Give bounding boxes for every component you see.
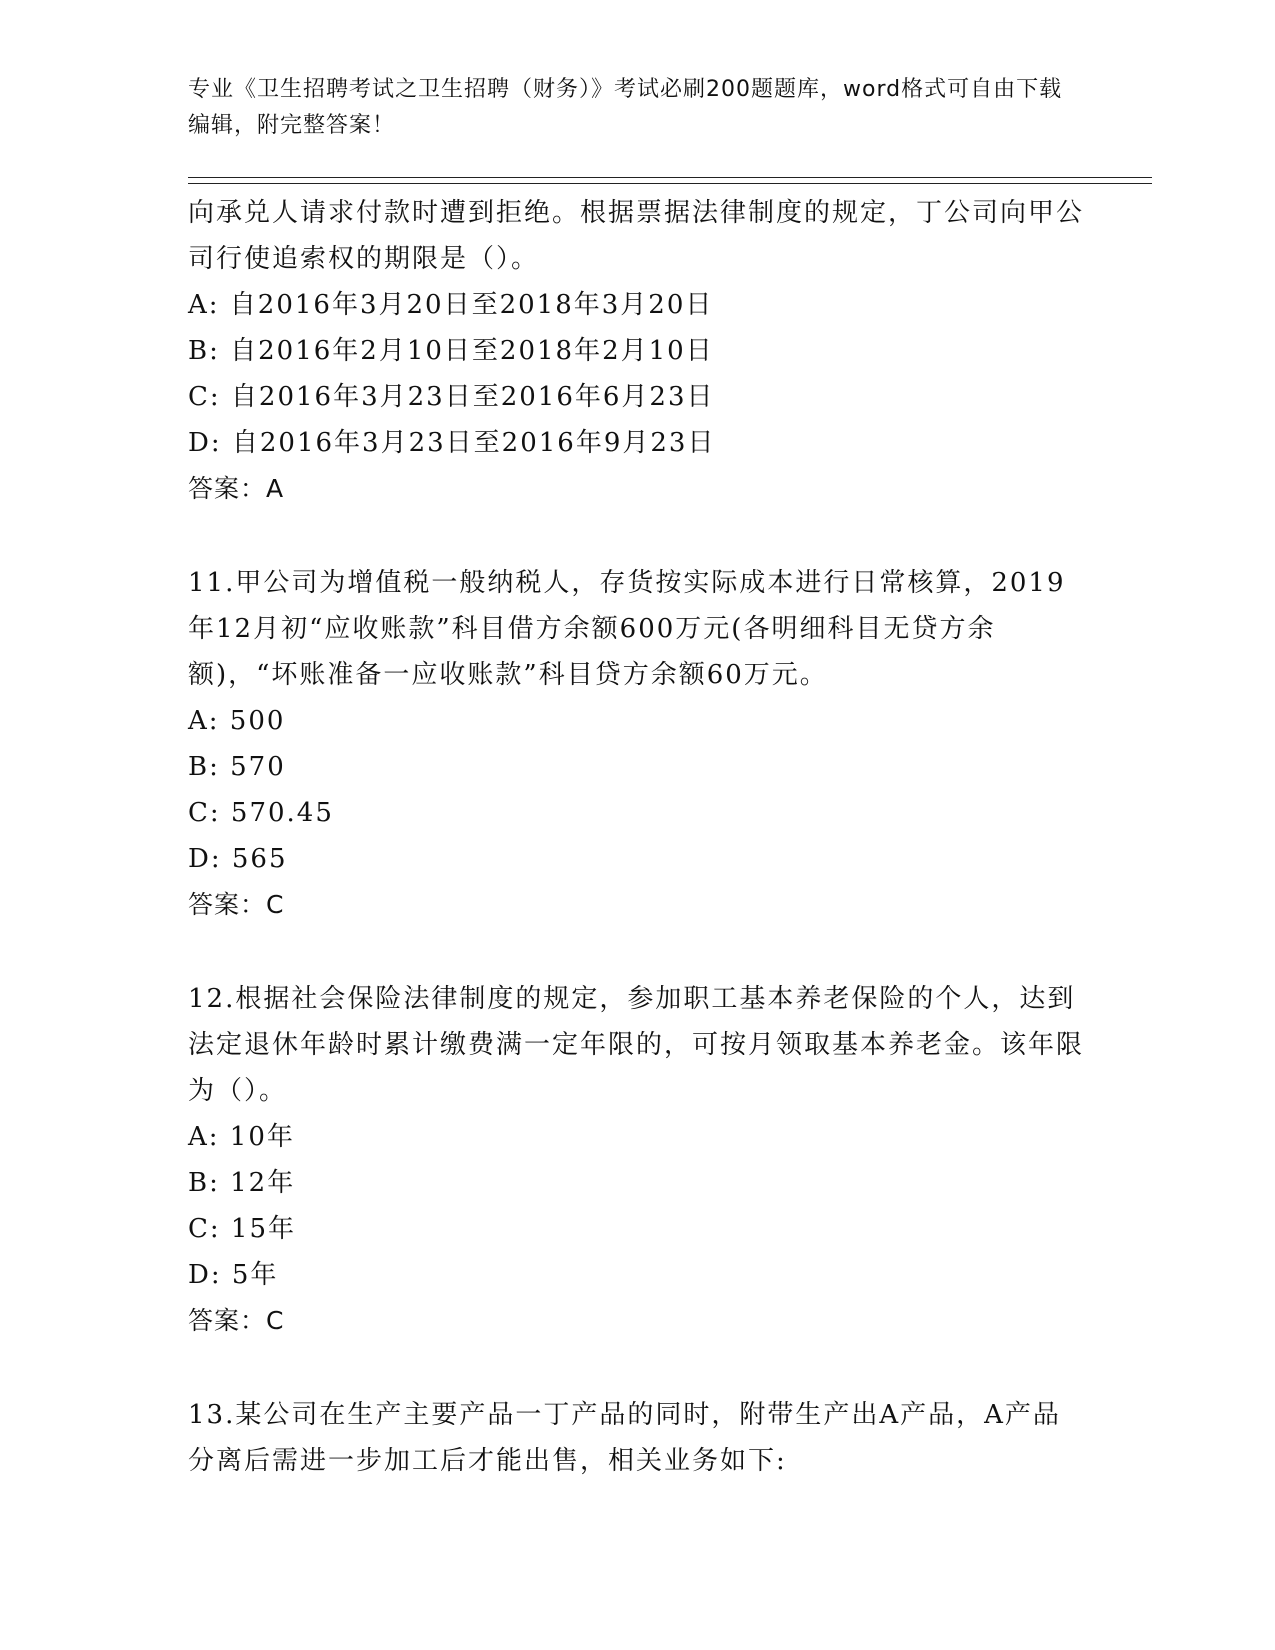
option-c: C: 自2016年3月23日至2016年6月23日	[188, 382, 715, 412]
option-a: A: 自2016年3月20日至2018年3月20日	[188, 290, 714, 320]
option-d: D: 5年	[188, 1260, 279, 1290]
option-b: B: 自2016年2月10日至2018年2月10日	[188, 336, 714, 366]
option-d: D: 自2016年3月23日至2016年9月23日	[188, 428, 716, 458]
question-block	[188, 976, 1088, 1344]
header-rule-bottom	[188, 183, 1152, 184]
option-b: B: 570	[188, 752, 286, 782]
option-c: C: 570.45	[188, 798, 334, 828]
question-block	[188, 190, 1088, 512]
header-title: 专业《卫生招聘考试之卫生招聘（财务）》考试必刷200题题库，word格式可自由下载编辑，附完整答案！	[188, 77, 1063, 138]
question-list	[188, 190, 1088, 1484]
document-header	[188, 72, 1068, 144]
option-c: C: 15年	[188, 1214, 297, 1244]
question-block	[188, 1392, 1088, 1484]
option-a: A: 10年	[188, 1122, 295, 1152]
question-text: 向承兑人请求付款时遭到拒绝。根据票据法律制度的规定，丁公司向甲公司行使追索权的期限是（）。	[188, 198, 1085, 274]
question-text: 13.某公司在生产主要产品一丁产品的同时，附带生产出A产品，A产品分离后需进一步加工后才能出售，相关业务如下:	[188, 1400, 1061, 1476]
header-rule-top	[188, 177, 1152, 178]
answer-line: 答案：A	[188, 474, 285, 503]
question-block	[188, 560, 1088, 928]
question-text: 12.根据社会保险法律制度的规定，参加职工基本养老保险的个人，达到法定退休年龄时累计缴费满一定年限的，可按月领取基本养老金。该年限为（）。	[188, 984, 1085, 1106]
option-b: B: 12年	[188, 1168, 296, 1198]
answer-line: 答案：C	[188, 890, 285, 919]
answer-line: 答案：C	[188, 1306, 285, 1335]
option-a: A: 500	[188, 706, 286, 736]
question-text: 11.甲公司为增值税一般纳税人，存货按实际成本进行日常核算，2019年12月初“应收账款”科目借方余额600万元(各明细科目无贷方余额)，“坏账准备一应收账款”科目贷方余额60万元。	[188, 568, 1066, 690]
option-d: D: 565	[188, 844, 288, 874]
